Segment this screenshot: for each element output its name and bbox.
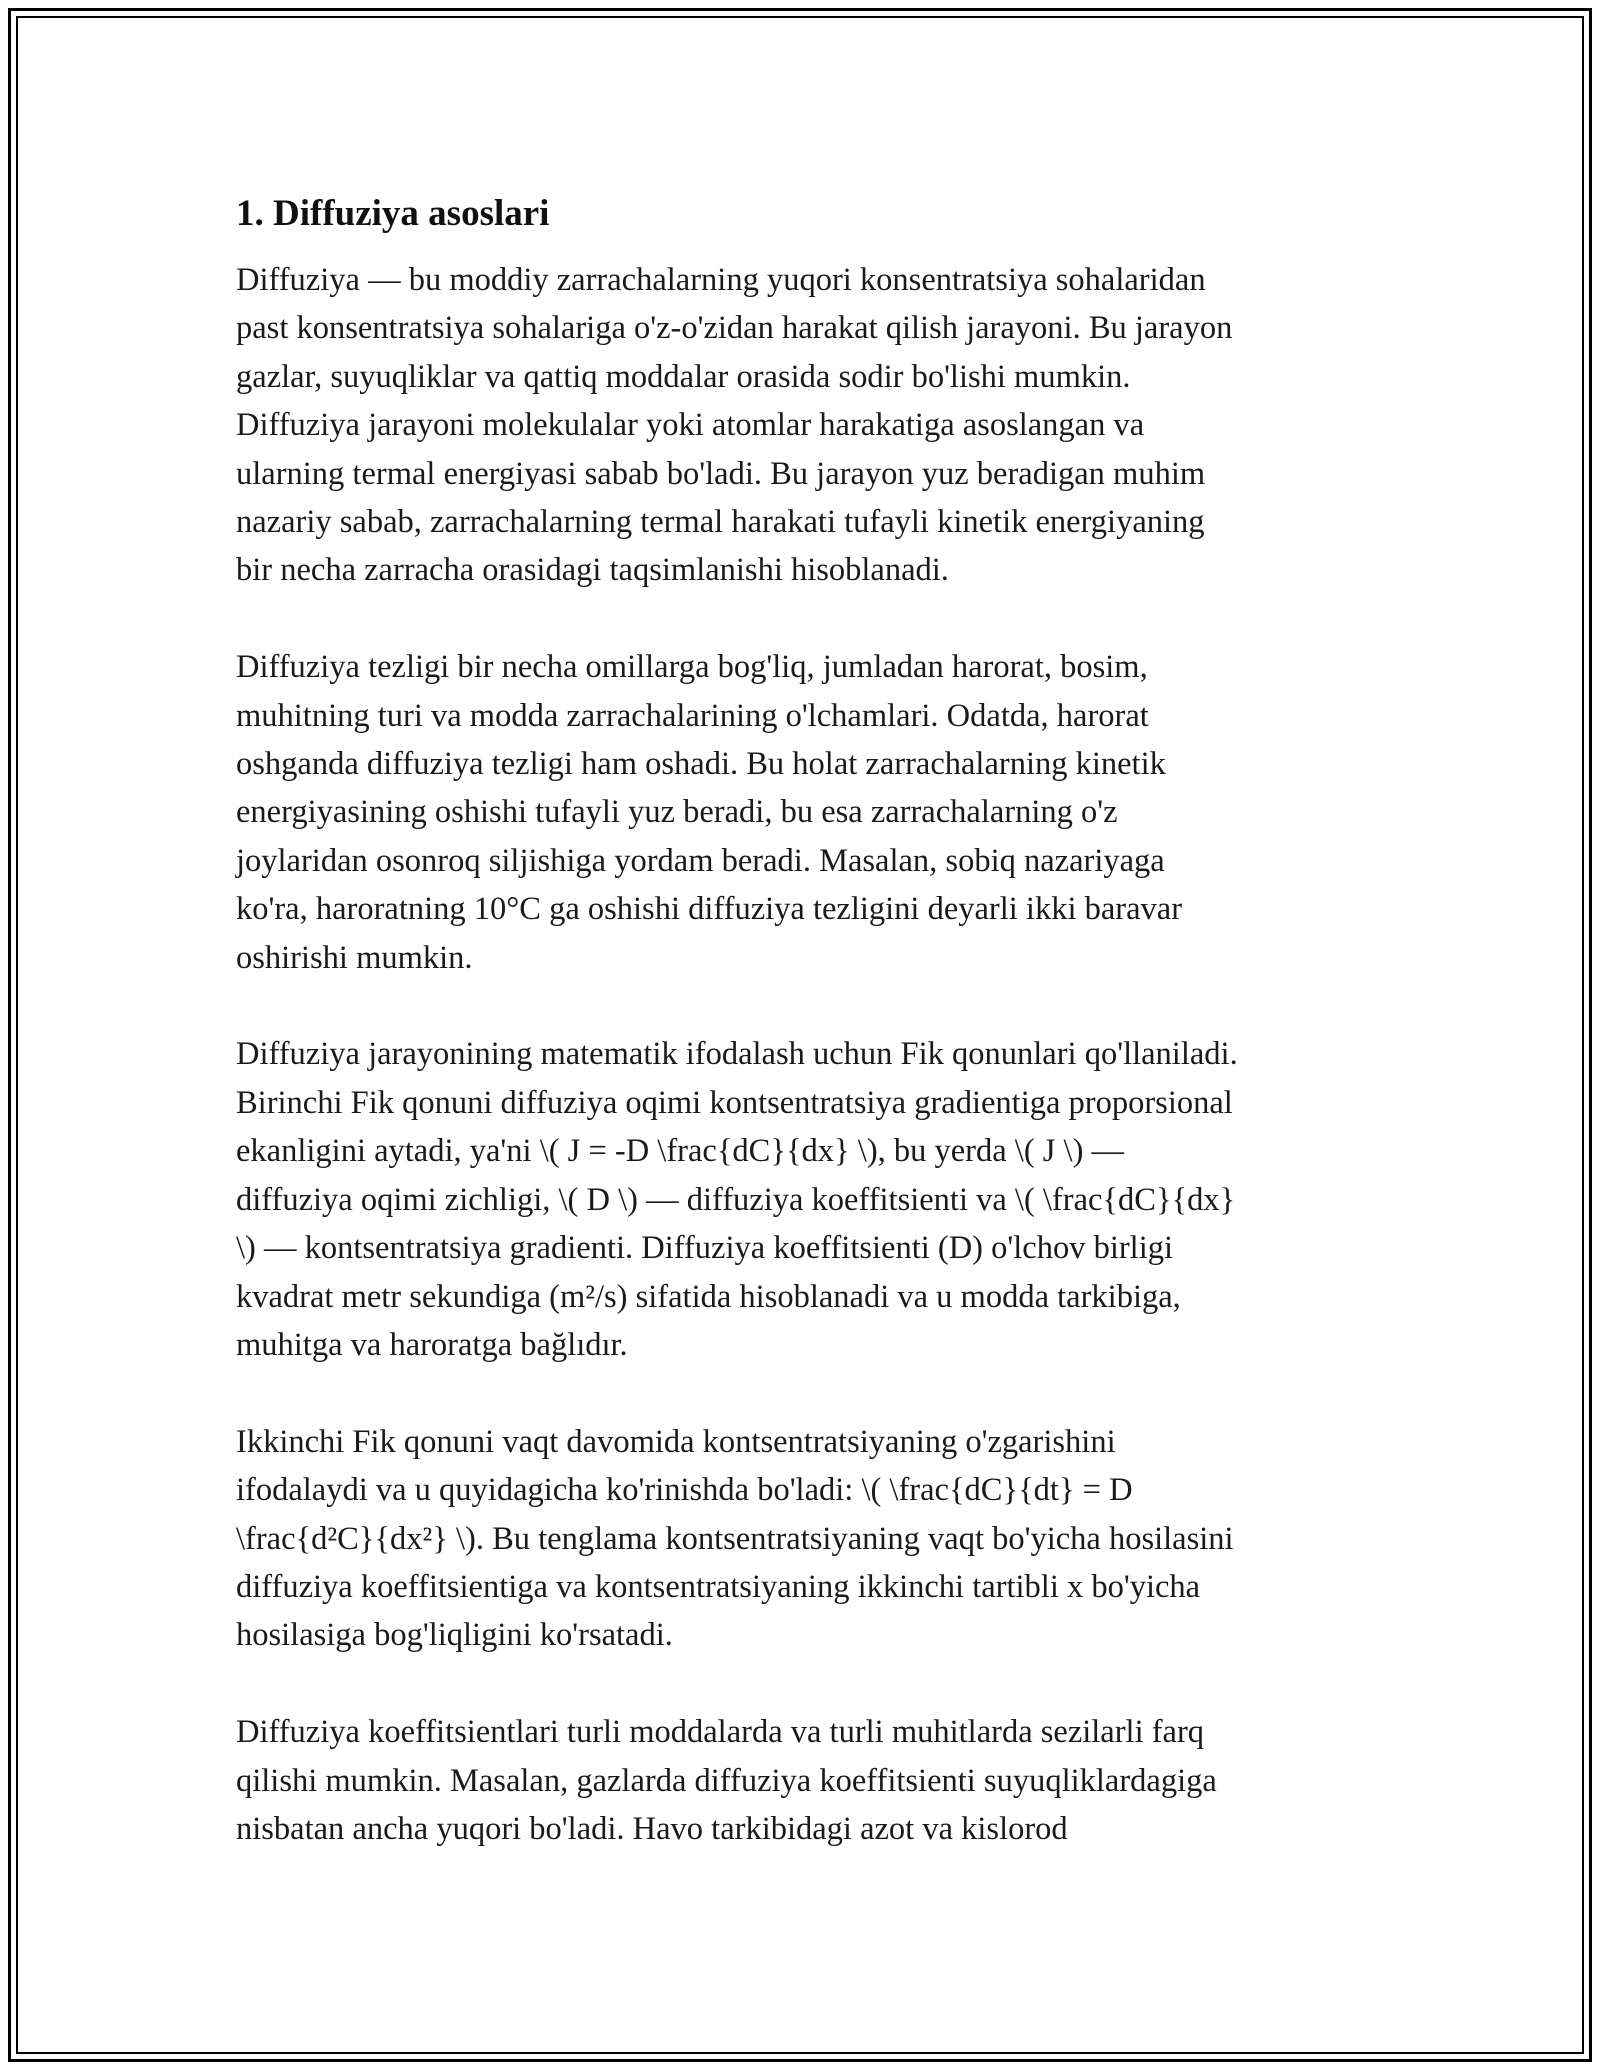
paragraph-2: Diffuziya tezligi bir necha omillarga bog'liq, jumladan harorat, bosim, muhitning turi va modda zarrachalarining o'lchamlari. Odatda, harorat oshganda diffuziya tezligi ham oshadi. Bu holat zarrachalarning kinetik energiyasining oshishi tufayli yuz beradi, bu esa zarrachalarning o'z joylaridan osonroq siljishiga yordam beradi. Masalan, sobiq nazariyaga ko'ra, haroratning 10°C ga oshishi diffuziya tezligini deyarli ikki baravar oshirishi mumkin. — [236, 649, 1183, 976]
paragraph-1: Diffuziya — bu moddiy zarrachalarning yuqori konsentratsiya sohalaridan past konsentratsiya sohalariga o'z-o'zidan harakat qilish jarayoni. Bu jarayon gazlar, suyuqliklar va qattiq moddalar orasida sodir bo'lishi mumkin. Diffuziya jarayoni molekulalar yoki atomlar harakatiga asoslangan va ularning termal energiyasi sabab bo'ladi. Bu jarayon yuz beradigan muhim nazariy sabab, zarrachalarning termal harakati tufayli kinetik energiyaning bir necha zarracha orasidagi taqsimlanishi hisoblanadi. — [236, 262, 1233, 589]
paragraph-3: Diffuziya jarayonining matematik ifodalash uchun Fik qonunlari qo'llaniladi. Birinchi Fik qonuni diffuziya oqimi kontsentratsiya gradientiga proporsional ekanligini aytadi, ya'ni \( J = -D \frac{dC}{dx} \), bu yerda \( J \) — diffuziya oqimi zichligi, \( D \) — diffuziya koeffitsienti va \( \frac{dC}{dx} \) — kontsentratsiya gradienti. Diffuziya koeffitsienti (D) o'lchov birligi kvadrat metr sekundiga (m²/s) sifatida hisoblanadi va u modda tarkibiga, muhitga va haroratga bağlıdır. — [236, 1036, 1238, 1363]
section-heading: 1. Diffuziya asoslari — [236, 193, 550, 234]
document-body — [236, 186, 1376, 1902]
paragraph-4: Ikkinchi Fik qonuni vaqt davomida kontsentratsiyaning o'zgarishini ifodalaydi va u quyidagicha ko'rinishda bo'ladi: \( \frac{dC}{dt} = D \frac{d²C}{dx²} \). Bu tenglama kontsentratsiyaning vaqt bo'yicha hosilasini diffuziya koeffitsientiga va kontsentratsiyaning ikkinchi tartibli x bo'yicha hosilasiga bog'liqligini ko'rsatadi. — [236, 1423, 1234, 1654]
paragraph-5: Diffuziya koeffitsientlari turli moddalarda va turli muhitlarda sezilarli farq qilishi mumkin. Masalan, gazlarda diffuziya koeffitsienti suyuqliklardagiga nisbatan ancha yuqori bo'ladi. Havo tarkibidagi azot va kislorod — [236, 1714, 1217, 1847]
